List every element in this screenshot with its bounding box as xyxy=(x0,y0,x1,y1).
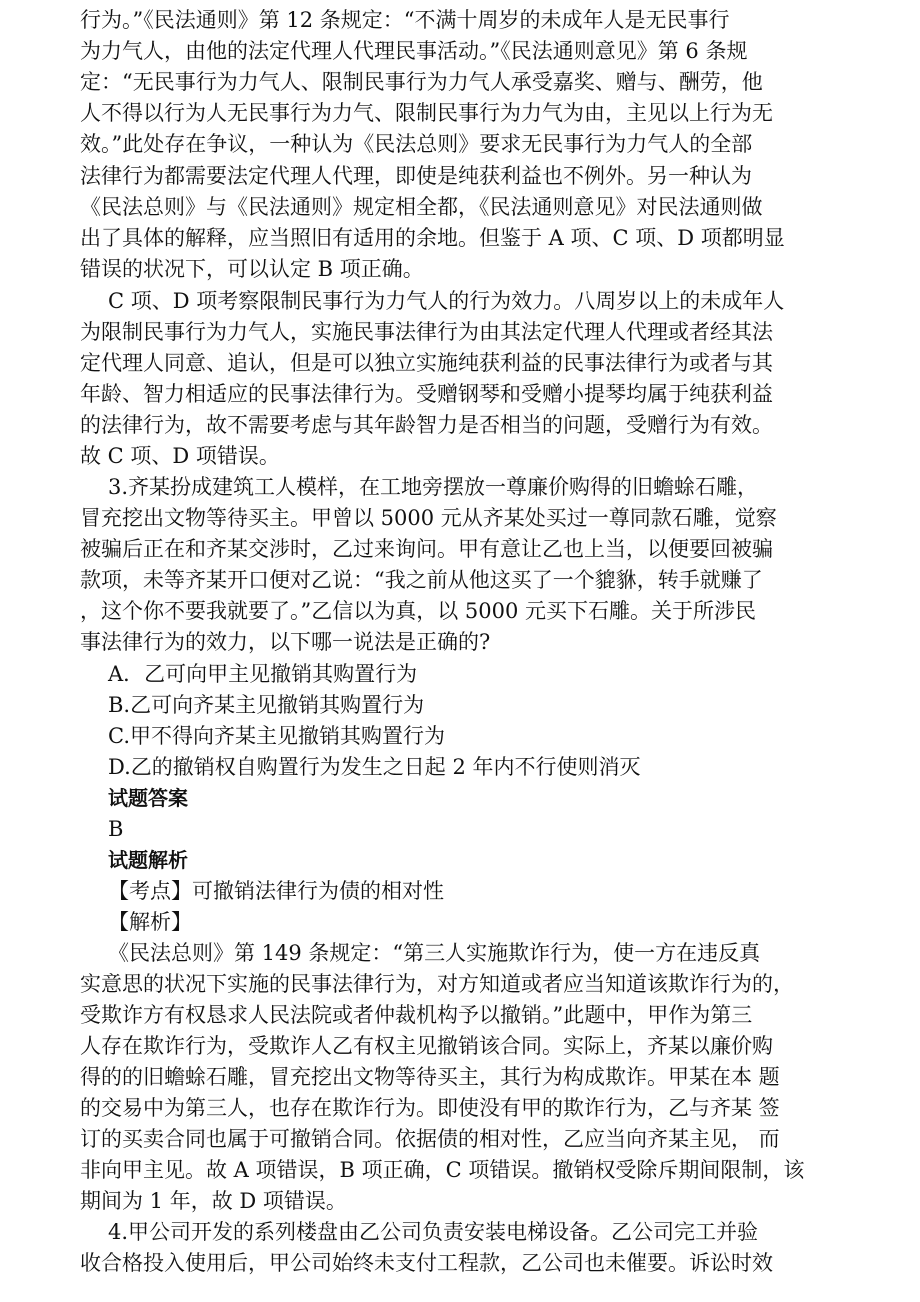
text-line: 的交易中为第三人，也存在欺诈行为。即使没有甲的欺诈行为，乙与齐某 签 xyxy=(80,1096,780,1120)
answer-heading: 试题答案 xyxy=(108,786,188,810)
text-line: 订的买卖合同也属于可撤销合同。依据债的相对性，乙应当向齐某主见， 而 xyxy=(80,1127,780,1151)
text-line: 实意思的状况下实施的民事法律行为，对方知道或者应当知道该欺诈行为的， xyxy=(80,972,794,996)
text-line: 款项，未等齐某开口便对乙说：“我之前从他这买了一个貔貅，转手就赚了 xyxy=(80,568,763,592)
question-4-first-line: 4.甲公司开发的系列楼盘由乙公司负责安装电梯设备。乙公司完工并验 xyxy=(108,1220,759,1244)
text-line: 故 C 项、D 项错误。 xyxy=(80,444,280,468)
text-line: ，这个你不要我就要了。”乙信以为真，以 5000 元买下石雕。关于所涉民 xyxy=(80,599,757,623)
text-line: 出了具体的解释，应当照旧有适用的余地。但鉴于 A 项、C 项、D 项都明显 xyxy=(80,226,785,250)
option-b: B.乙可向齐某主见撤销其购置行为 xyxy=(108,693,425,717)
text-line: 为力气人，由他的法定代理人代理民事活动。”《民法通则意见》第 6 条规 xyxy=(80,39,748,63)
key-point: 【考点】可撤销法律行为债的相对性 xyxy=(108,879,444,903)
text-line: 错误的状况下，可以认定 B 项正确。 xyxy=(80,257,424,281)
text-line: 定代理人同意、追认，但是可以独立实施纯获利益的民事法律行为或者与其 xyxy=(80,351,773,375)
text-line: 非向甲主见。故 A 项错误，B 项正确，C 项错误。撤销权受除斥期间限制，该 xyxy=(80,1158,805,1182)
text-line: 定：“无民事行为力气人、限制民事行为力气人承受嘉奖、赠与、酬劳，他 xyxy=(80,70,763,94)
option-c: C.甲不得向齐某主见撤销其购置行为 xyxy=(108,724,445,748)
analysis-label: 【解析】 xyxy=(108,910,192,934)
text-line: 收合格投入使用后，甲公司始终未支付工程款，乙公司也未催要。诉讼时效 xyxy=(80,1251,773,1275)
option-d: D.乙的撤销权自购置行为发生之日起 2 年内不行使则消灭 xyxy=(108,755,641,779)
text-line: 期间为 1 年，故 D 项错误。 xyxy=(80,1189,347,1213)
text-line: 行为。”《民法通则》第 12 条规定：“不满十周岁的未成年人是无民事行 xyxy=(80,8,730,32)
text-line: 法律行为都需要法定代理人代理，即使是纯获利益也不例外。另一种认为 xyxy=(80,164,752,188)
analysis-heading: 试题解析 xyxy=(108,848,188,872)
text-line: 人不得以行为人无民事行为力气、限制民事行为力气为由，主见以上行为无 xyxy=(80,101,773,125)
answer-value: B xyxy=(108,817,124,841)
text-line: 的法律行为，故不需要考虑与其年龄智力是否相当的问题，受赠行为有效。 xyxy=(80,413,773,437)
text-line: 得的的旧蟾蜍石雕，冒充挖出文物等待买主，其行为构成欺诈。甲某在本 题 xyxy=(80,1065,780,1089)
text-line: 《民法总则》与《民法通则》规定相全都，《民法通则意见》对民法通则做 xyxy=(80,195,763,219)
text-line: 效。”此处存在争议，一种认为《民法总则》要求无民事行为力气人的全部 xyxy=(80,132,753,156)
question-3-first-line: 3.齐某扮成建筑工人模样，在工地旁摆放一尊廉价购得的旧蟾蜍石雕， xyxy=(108,475,759,499)
option-a: A．乙可向甲主见撤销其购置行为 xyxy=(108,662,418,686)
text-line: 为限制民事行为力气人，实施民事法律行为由其法定代理人代理或者经其法 xyxy=(80,320,773,344)
text-line: 年龄、智力相适应的民事法律行为。受赠钢琴和受赠小提琴均属于纯获利益 xyxy=(80,382,773,406)
text-line: 冒充挖出文物等待买主。甲曾以 5000 元从齐某处买过一尊同款石雕，觉察 xyxy=(80,506,777,530)
analysis-first-line: 《民法总则》第 149 条规定：“第三人实施欺诈行为，使一方在违反真 xyxy=(108,941,761,965)
text-line: 受欺诈方有权恳求人民法院或者仲裁机构予以撤销。”此题中，甲作为第三 xyxy=(80,1003,753,1027)
text-line: 事法律行为的效力，以下哪一说法是正确的? xyxy=(80,630,491,654)
text-line: 人存在欺诈行为，受欺诈人乙有权主见撤销该合同。实际上，齐某以廉价购 xyxy=(80,1034,773,1058)
paragraph-first-line: C 项、D 项考察限制民事行为力气人的行为效力。八周岁以上的未成年人 xyxy=(108,289,785,313)
text-line: 被骗后正在和齐某交涉时，乙过来询问。甲有意让乙也上当，以便要回被骗 xyxy=(80,537,773,561)
